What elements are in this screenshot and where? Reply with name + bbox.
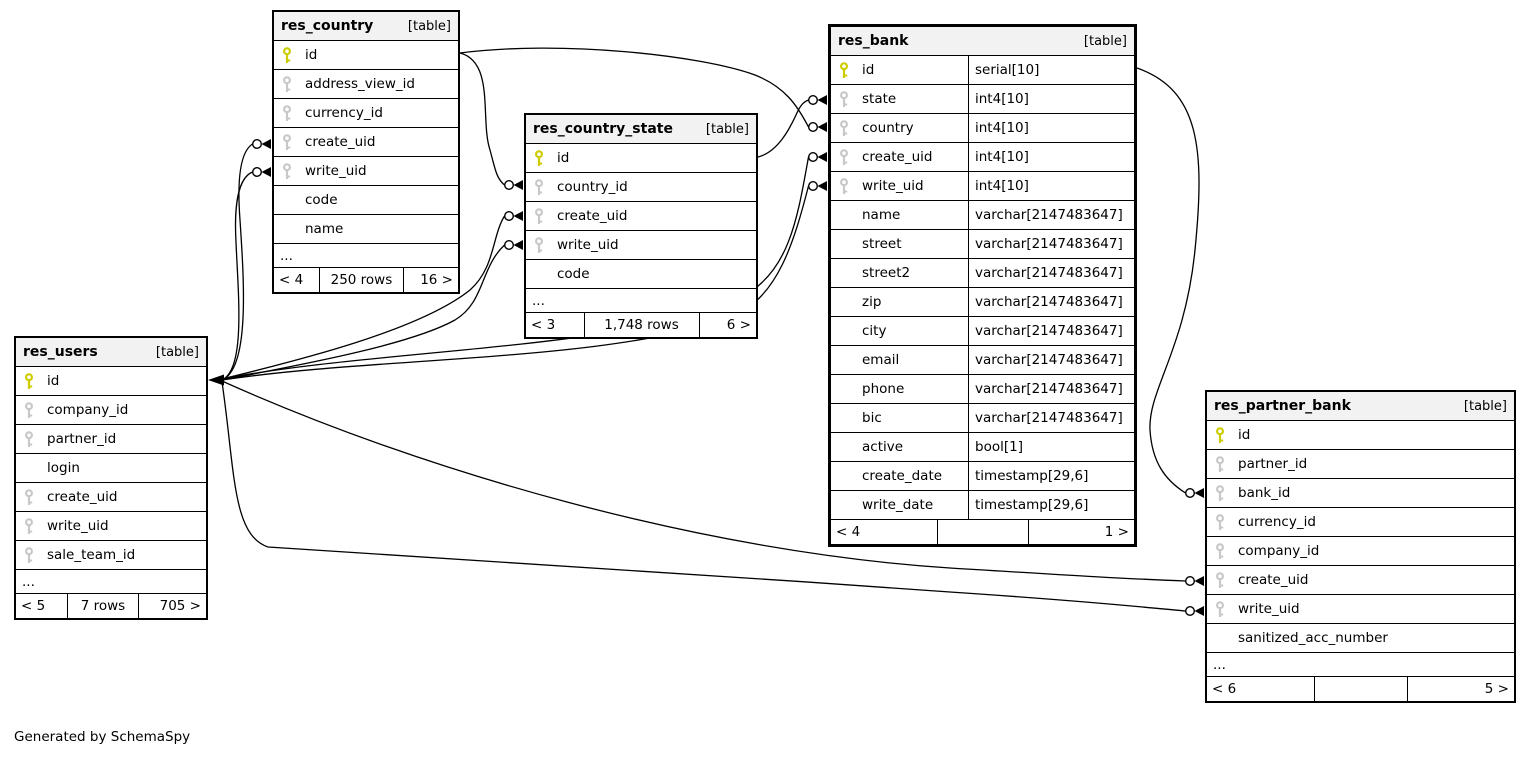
fk-endpoint-arrow-icon <box>514 211 524 221</box>
table-header-res_bank[interactable] <box>831 27 1134 56</box>
foreign-key-icon <box>16 547 43 564</box>
column-type: int4[10] <box>968 114 1134 142</box>
column-name: id <box>1238 427 1251 443</box>
column-name: phone <box>862 381 905 397</box>
footer-parent-count: < 6 <box>1212 681 1237 697</box>
column-row-id <box>526 144 756 173</box>
fk-endpoint-arrow-icon <box>262 139 272 149</box>
column-name: bank_id <box>1238 485 1291 501</box>
ellipsis-row <box>1207 653 1514 677</box>
column-name: id <box>557 150 570 166</box>
table-header-res_users[interactable] <box>16 338 206 367</box>
column-name: write_date <box>862 497 934 513</box>
foreign-key-icon <box>1207 514 1234 531</box>
table-res_users <box>14 336 208 620</box>
column-row-zip <box>831 288 1134 317</box>
table-name[interactable]: res_partner_bank <box>1214 398 1351 414</box>
column-type: varchar[2147483647] <box>968 375 1134 403</box>
column-row-write_uid <box>1207 595 1514 624</box>
column-row-partner_id <box>16 425 206 454</box>
column-row-create_uid <box>526 202 756 231</box>
column-name: create_uid <box>1238 572 1309 588</box>
column-name: name <box>862 207 901 223</box>
fk-endpoint-arrow-icon <box>1195 488 1205 498</box>
fk-endpoint-arrow-icon <box>818 122 828 132</box>
ellipsis-label: ... <box>22 573 35 590</box>
column-type: timestamp[29,6] <box>968 491 1134 519</box>
footer-row-count: 1,748 rows <box>584 313 699 337</box>
column-row-id <box>1207 421 1514 450</box>
column-row-city <box>831 317 1134 346</box>
column-name: write_uid <box>862 178 924 194</box>
fk-endpoint-circle-icon <box>253 168 262 177</box>
ellipsis-row <box>526 289 756 313</box>
fk-endpoint-circle-icon <box>505 241 514 250</box>
table-type-badge: [table] <box>407 18 451 34</box>
column-name: company_id <box>47 402 129 418</box>
fk-endpoint-arrow-icon <box>514 180 524 190</box>
table-header-res_partner_bank[interactable] <box>1207 392 1514 421</box>
foreign-key-icon <box>831 149 858 166</box>
table-footer <box>526 313 756 337</box>
column-name: country_id <box>557 179 628 195</box>
column-name: sanitized_acc_number <box>1238 630 1388 646</box>
foreign-key-icon <box>831 91 858 108</box>
fk-endpoint-arrow-icon <box>818 152 828 162</box>
column-row-write_uid <box>831 172 1134 201</box>
foreign-key-icon <box>526 208 553 225</box>
column-name: partner_id <box>1238 456 1308 472</box>
column-name: currency_id <box>1238 514 1316 530</box>
footer-child-count: 1 > <box>1028 520 1134 544</box>
column-row-currency_id <box>274 99 458 128</box>
table-type-badge: [table] <box>155 344 199 360</box>
column-name: id <box>862 62 875 78</box>
footer-row-count <box>937 520 1028 544</box>
column-row-id <box>274 41 458 70</box>
fk-endpoint-circle-icon <box>505 181 514 190</box>
foreign-key-icon <box>831 178 858 195</box>
table-type-badge: [table] <box>1083 33 1127 49</box>
column-row-create_uid <box>831 143 1134 172</box>
table-name[interactable]: res_country_state <box>533 121 673 137</box>
table-name[interactable]: res_users <box>23 344 98 360</box>
column-name: id <box>47 373 60 389</box>
column-type: varchar[2147483647] <box>968 317 1134 345</box>
column-row-create_uid <box>274 128 458 157</box>
table-footer <box>831 520 1134 544</box>
column-name: write_uid <box>1238 601 1300 617</box>
column-row-sale_team_id <box>16 541 206 570</box>
edge-res_country.id-res_country_state.country_id <box>460 53 505 185</box>
fk-endpoint-circle-icon <box>1186 577 1195 586</box>
column-name: id <box>305 47 318 63</box>
column-row-sanitized_acc_number <box>1207 624 1514 653</box>
fk-endpoint-arrow-icon <box>1195 606 1205 616</box>
foreign-key-icon <box>1207 485 1234 502</box>
fk-endpoint-circle-icon <box>809 153 818 162</box>
foreign-key-icon <box>526 179 553 196</box>
fk-endpoint-arrow-icon <box>1195 576 1205 586</box>
column-type: int4[10] <box>968 172 1134 200</box>
column-row-create_date <box>831 462 1134 491</box>
footer-row-count: 7 rows <box>67 594 137 618</box>
column-row-company_id <box>1207 537 1514 566</box>
column-row-write_uid <box>274 157 458 186</box>
column-row-partner_id <box>1207 450 1514 479</box>
column-type: varchar[2147483647] <box>968 201 1134 229</box>
column-row-street <box>831 230 1134 259</box>
column-row-name <box>274 215 458 244</box>
column-type: varchar[2147483647] <box>968 404 1134 432</box>
primary-key-icon <box>16 373 43 390</box>
column-name: company_id <box>1238 543 1320 559</box>
column-name: address_view_id <box>305 76 415 92</box>
table-res_partner_bank <box>1205 390 1516 703</box>
foreign-key-icon <box>274 163 301 180</box>
table-footer <box>1207 677 1514 701</box>
column-row-state <box>831 85 1134 114</box>
footer-row-count: 250 rows <box>319 268 403 292</box>
foreign-key-icon <box>16 518 43 535</box>
foreign-key-icon <box>1207 456 1234 473</box>
column-type: varchar[2147483647] <box>968 230 1134 258</box>
column-name: write_uid <box>557 237 619 253</box>
foreign-key-icon <box>831 120 858 137</box>
table-res_country_state <box>524 113 758 339</box>
ellipsis-label: ... <box>280 247 293 264</box>
column-row-bank_id <box>1207 479 1514 508</box>
column-row-login <box>16 454 206 483</box>
foreign-key-icon <box>274 134 301 151</box>
foreign-key-icon <box>274 105 301 122</box>
column-row-bic <box>831 404 1134 433</box>
column-row-country_id <box>526 173 756 202</box>
footer-child-count: 705 > <box>138 594 206 618</box>
edge-res_users.id-res_country.write_uid <box>222 172 253 380</box>
column-name: code <box>305 192 338 208</box>
fk-endpoint-arrow-icon <box>262 167 272 177</box>
column-name: sale_team_id <box>47 547 136 563</box>
ellipsis-row <box>274 244 458 268</box>
column-row-id <box>831 56 1134 85</box>
column-row-street2 <box>831 259 1134 288</box>
foreign-key-icon <box>274 76 301 93</box>
footer-parent-count: < 3 <box>531 317 556 333</box>
column-name: country <box>862 120 914 136</box>
column-type: int4[10] <box>968 85 1134 113</box>
column-row-write_uid <box>526 231 756 260</box>
footer-parent-count: < 5 <box>21 598 46 614</box>
fk-endpoint-circle-icon <box>1186 489 1195 498</box>
column-row-active <box>831 433 1134 462</box>
column-name: create_uid <box>305 134 376 150</box>
column-name: zip <box>862 294 882 310</box>
column-name: write_uid <box>305 163 367 179</box>
column-name: create_uid <box>862 149 933 165</box>
fk-endpoint-circle-icon <box>809 123 818 132</box>
footer-child-count: 6 > <box>699 313 757 337</box>
column-name: write_uid <box>47 518 109 534</box>
column-row-code <box>526 260 756 289</box>
column-type: varchar[2147483647] <box>968 259 1134 287</box>
column-name: login <box>47 460 80 476</box>
footer-row-count <box>1314 677 1406 701</box>
column-name: code <box>557 266 590 282</box>
foreign-key-icon <box>526 237 553 254</box>
column-name: bic <box>862 410 882 426</box>
table-name[interactable]: res_bank <box>838 33 909 49</box>
fk-endpoint-arrow-icon <box>514 240 524 250</box>
primary-key-icon <box>274 47 301 64</box>
table-type-badge: [table] <box>1463 398 1507 414</box>
generator-credit: Generated by SchemaSpy <box>14 729 191 745</box>
column-row-write_uid <box>16 512 206 541</box>
table-res_country <box>272 10 460 294</box>
ellipsis-label: ... <box>532 292 545 309</box>
column-name: state <box>862 91 897 107</box>
column-row-id <box>16 367 206 396</box>
column-name: street <box>862 236 902 252</box>
primary-key-icon <box>831 62 858 79</box>
column-type: int4[10] <box>968 143 1134 171</box>
column-type: timestamp[29,6] <box>968 462 1134 490</box>
fk-endpoint-circle-icon <box>809 182 818 191</box>
fk-endpoint-circle-icon <box>505 212 514 221</box>
column-name: name <box>305 221 344 237</box>
fk-endpoint-circle-icon <box>253 140 262 149</box>
column-name: create_date <box>862 468 943 484</box>
column-row-phone <box>831 375 1134 404</box>
column-name: currency_id <box>305 105 383 121</box>
footer-child-count: 5 > <box>1407 677 1514 701</box>
column-type: bool[1] <box>968 433 1134 461</box>
table-name[interactable]: res_country <box>281 18 374 34</box>
edge-res_country_state.id-res_bank.state <box>758 100 809 157</box>
column-type: varchar[2147483647] <box>968 346 1134 374</box>
foreign-key-icon <box>16 402 43 419</box>
edge-res_bank.id-res_partner_bank.bank_id <box>1137 68 1199 493</box>
column-row-code <box>274 186 458 215</box>
foreign-key-icon <box>1207 572 1234 589</box>
fk-endpoint-arrow-icon <box>818 181 828 191</box>
ellipsis-label: ... <box>1213 656 1226 673</box>
column-row-create_uid <box>1207 566 1514 595</box>
column-name: create_uid <box>47 489 118 505</box>
footer-parent-count: < 4 <box>836 524 861 540</box>
foreign-key-icon <box>16 431 43 448</box>
column-row-email <box>831 346 1134 375</box>
column-name: create_uid <box>557 208 628 224</box>
footer-child-count: 16 > <box>403 268 458 292</box>
fk-endpoint-circle-icon <box>809 96 818 105</box>
column-row-create_uid <box>16 483 206 512</box>
foreign-key-icon <box>16 489 43 506</box>
fk-endpoint-circle-icon <box>1186 607 1195 616</box>
column-row-write_date <box>831 491 1134 520</box>
foreign-key-icon <box>1207 543 1234 560</box>
table-header-res_country[interactable] <box>274 12 458 41</box>
primary-key-icon <box>526 150 553 167</box>
foreign-key-icon <box>1207 601 1234 618</box>
column-row-currency_id <box>1207 508 1514 537</box>
table-footer <box>274 268 458 292</box>
column-name: city <box>862 323 887 339</box>
column-name: partner_id <box>47 431 117 447</box>
column-row-address_view_id <box>274 70 458 99</box>
fk-endpoint-arrow-icon <box>818 95 828 105</box>
column-name: street2 <box>862 265 911 281</box>
column-name: email <box>862 352 900 368</box>
column-row-company_id <box>16 396 206 425</box>
table-res_bank <box>828 24 1137 547</box>
column-row-country <box>831 114 1134 143</box>
column-name: active <box>862 439 904 455</box>
column-type: serial[10] <box>968 56 1134 84</box>
primary-key-icon <box>1207 427 1234 444</box>
column-row-name <box>831 201 1134 230</box>
table-header-res_country_state[interactable] <box>526 115 756 144</box>
table-type-badge: [table] <box>705 121 749 137</box>
parent-arrowhead-res_users.id <box>208 375 224 386</box>
ellipsis-row <box>16 570 206 594</box>
column-type: varchar[2147483647] <box>968 288 1134 316</box>
table-footer <box>16 594 206 618</box>
footer-parent-count: < 4 <box>279 272 304 288</box>
